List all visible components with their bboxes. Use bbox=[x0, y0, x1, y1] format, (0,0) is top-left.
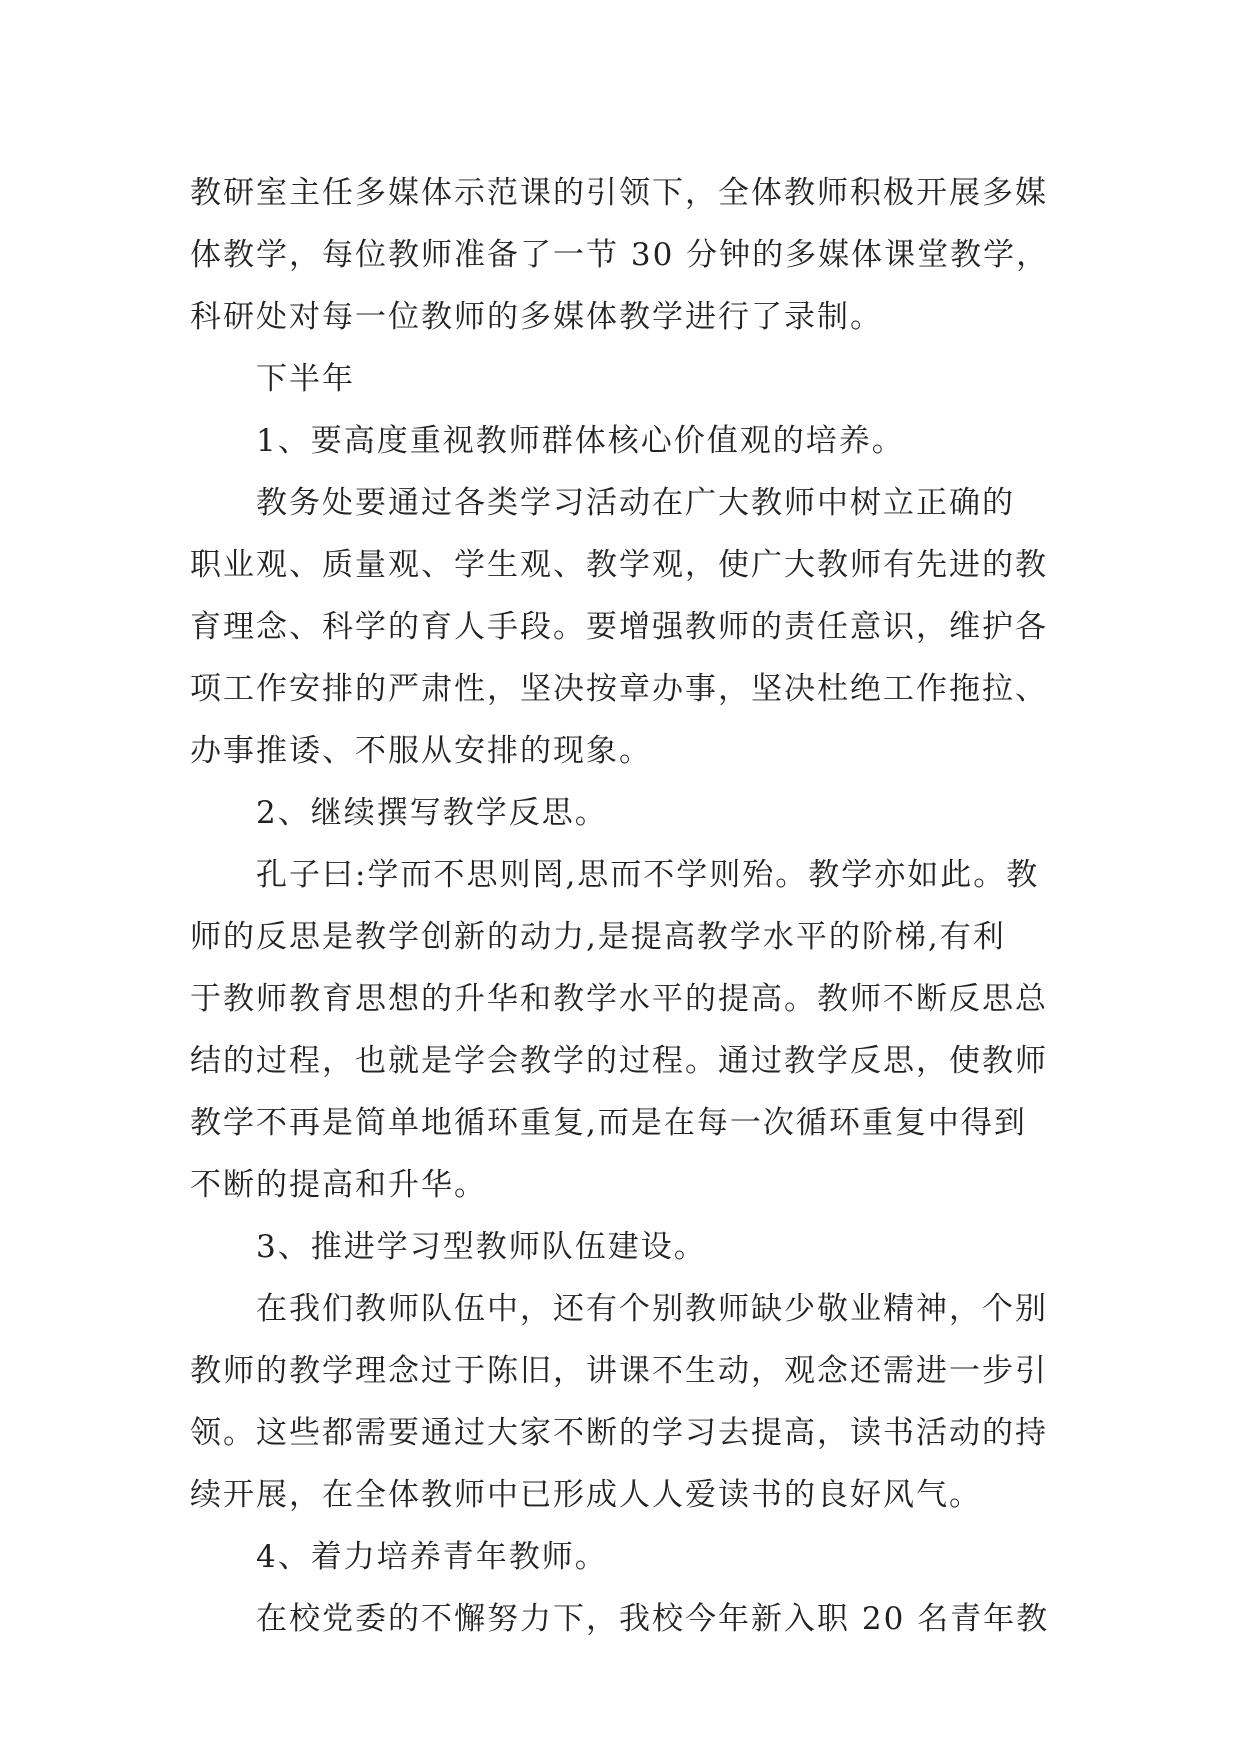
heading-line: 2、继续撰写教学反思。 bbox=[256, 795, 608, 831]
item-2-body bbox=[190, 844, 1050, 1216]
text-line: 项工作安排的严肃性，坚决按章办事，坚决杜绝工作拖拉、 bbox=[190, 671, 1048, 707]
heading-line: 1、要高度重视教师群体核心价值观的培养。 bbox=[256, 423, 905, 459]
text-line: 不断的提高和升华。 bbox=[190, 1167, 487, 1203]
text-line: 教学不再是简单地循环重复,而是在每一次循环重复中得到 bbox=[190, 1105, 1027, 1141]
text-line: 科研处对每一位教师的多媒体教学进行了录制。 bbox=[190, 299, 883, 335]
text-line: 体教学，每位教师准备了一节 30 分钟的多媒体课堂教学， bbox=[190, 237, 1050, 273]
item-3-heading bbox=[190, 1216, 1050, 1278]
text-line: 在校党委的不懈努力下，我校今年新入职 20 名青年教 bbox=[256, 1601, 1050, 1637]
text-line: 于教师教育思想的升华和教学水平的提高。教师不断反思总 bbox=[190, 981, 1048, 1017]
document-body bbox=[190, 162, 1050, 1650]
text-line: 在我们教师队伍中，还有个别教师缺少敬业精神，个别 bbox=[256, 1291, 1048, 1327]
text-line: 续开展，在全体教师中已形成人人爱读书的良好风气。 bbox=[190, 1477, 982, 1513]
item-1-heading bbox=[190, 410, 1050, 472]
text-line: 教务处要通过各类学习活动在广大教师中树立正确的 bbox=[256, 485, 1015, 521]
heading-line: 4、着力培养青年教师。 bbox=[256, 1539, 608, 1575]
section-heading-second-half bbox=[190, 348, 1050, 410]
text-line: 教师的教学理念过于陈旧，讲课不生动，观念还需进一步引 bbox=[190, 1353, 1048, 1389]
item-4-heading bbox=[190, 1526, 1050, 1588]
item-1-body bbox=[190, 472, 1050, 782]
text-line: 领。这些都需要通过大家不断的学习去提高，读书活动的持 bbox=[190, 1415, 1048, 1451]
text-line: 育理念、科学的育人手段。要增强教师的责任意识，维护各 bbox=[190, 609, 1048, 645]
text-line: 职业观、质量观、学生观、教学观，使广大教师有先进的教 bbox=[190, 547, 1048, 583]
text-line: 孔子曰:学而不思则罔,思而不学则殆。教学亦如此。教 bbox=[256, 857, 1040, 893]
paragraph-intro bbox=[190, 162, 1050, 348]
text-line: 办事推诿、不服从安排的现象。 bbox=[190, 733, 652, 769]
text-line: 结的过程，也就是学会教学的过程。通过教学反思，使教师 bbox=[190, 1043, 1048, 1079]
item-2-heading bbox=[190, 782, 1050, 844]
text-line: 教研室主任多媒体示范课的引领下，全体教师积极开展多媒 bbox=[190, 175, 1048, 211]
heading-line: 3、推进学习型教师队伍建设。 bbox=[256, 1229, 707, 1265]
text-line: 师的反思是教学创新的动力,是提高教学水平的阶梯,有利 bbox=[190, 919, 1006, 955]
heading-line: 下半年 bbox=[256, 361, 355, 397]
item-4-body bbox=[190, 1588, 1050, 1650]
item-3-body bbox=[190, 1278, 1050, 1526]
